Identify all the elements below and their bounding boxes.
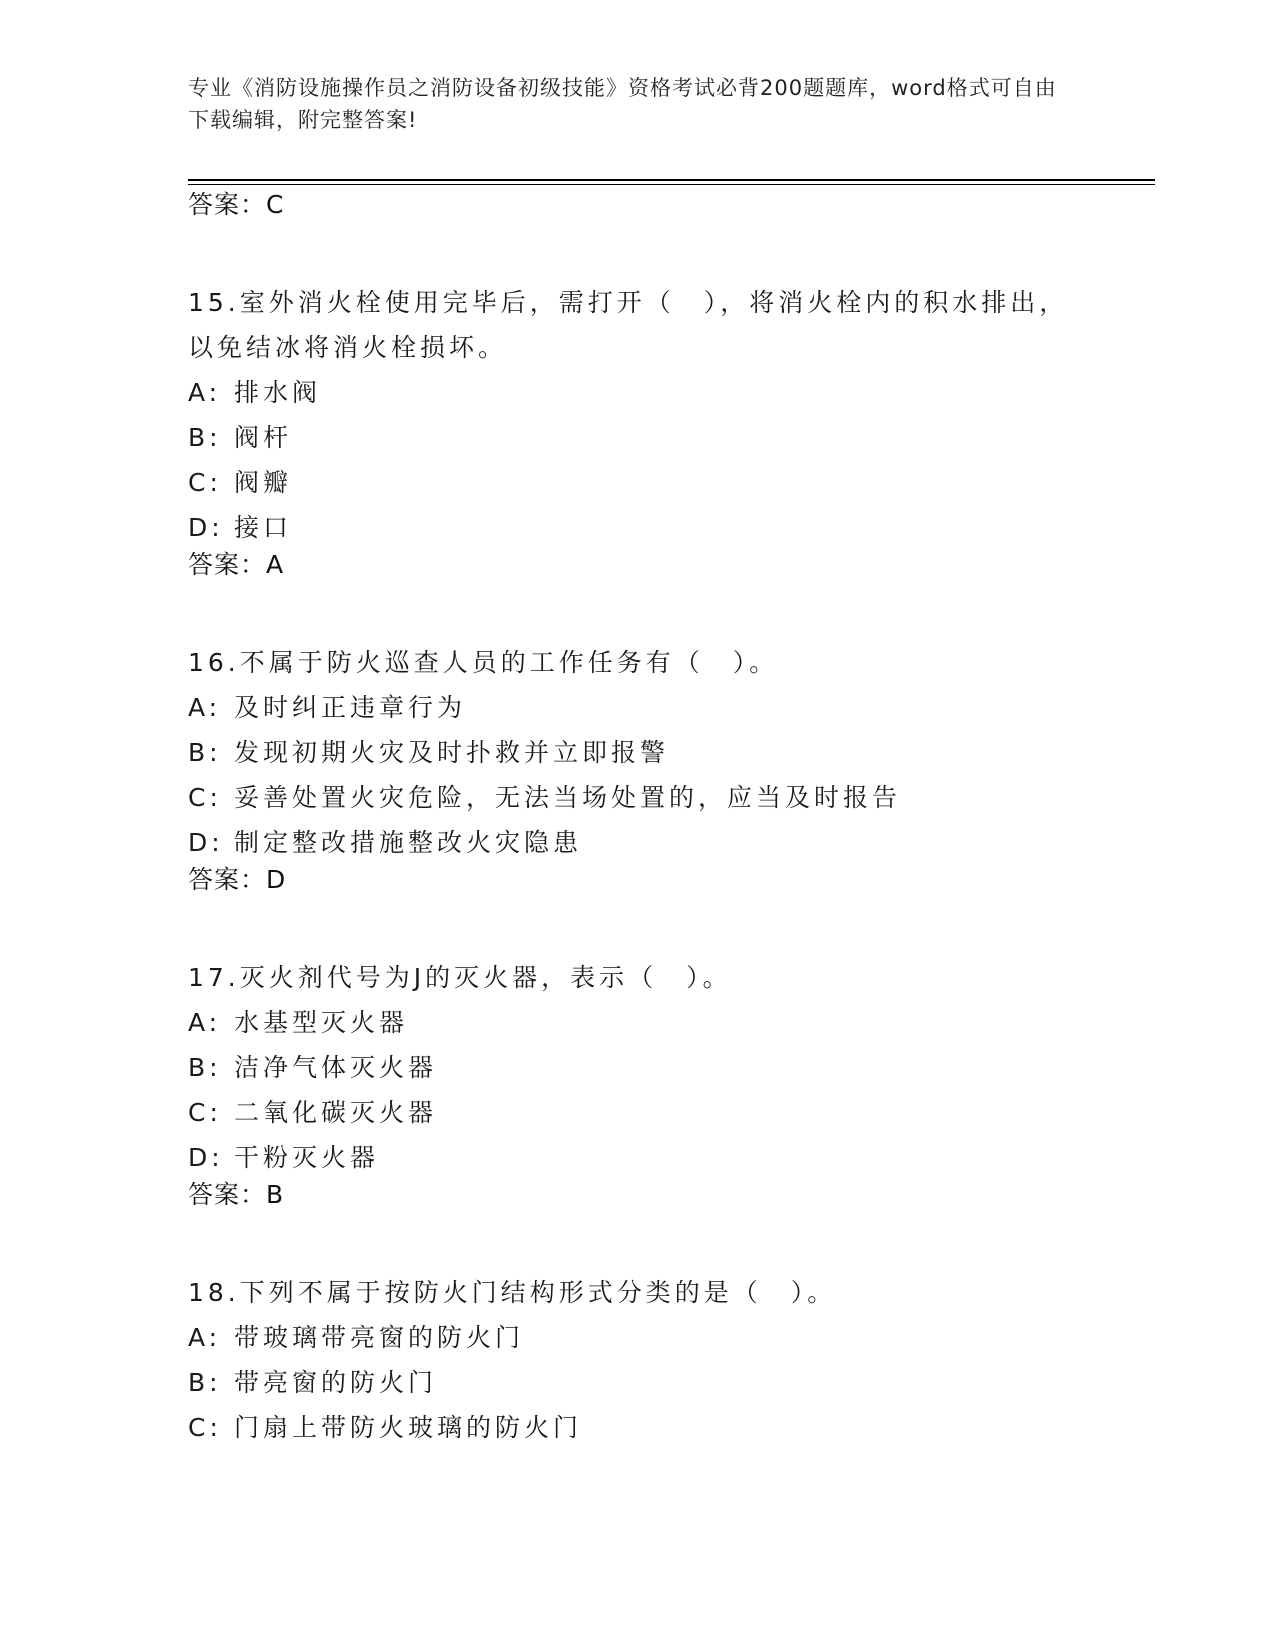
header-divider-thin: [188, 184, 1155, 185]
question-item: [188, 955, 1088, 1225]
option-text: 接口: [234, 513, 293, 542]
option-text: 带亮窗的防火门: [234, 1368, 438, 1397]
option-key: B:: [188, 1368, 222, 1397]
answer-line: 答案：B: [188, 1180, 285, 1209]
option-key: A:: [188, 693, 222, 722]
option-text: 妥善处置火灾危险，无法当场处置的，应当及时报告: [234, 783, 902, 812]
question-stem: 17.灭火剂代号为J的灭火器，表示（ ）。: [188, 963, 732, 992]
option-text: 二氧化碳灭火器: [234, 1098, 438, 1127]
option-a: [188, 370, 1088, 415]
option-key: A:: [188, 1323, 222, 1352]
option-text: 门扇上带防火玻璃的防火门: [234, 1413, 583, 1442]
option-text: 及时纠正违章行为: [234, 693, 467, 722]
option-text: 发现初期火灾及时扑救并立即报警: [234, 738, 670, 767]
option-text: 带玻璃带亮窗的防火门: [234, 1323, 525, 1352]
answer-line: 答案：C: [188, 190, 285, 219]
option-a: [188, 685, 1088, 730]
option-b: [188, 1045, 1088, 1090]
option-c: [188, 1405, 1088, 1450]
option-text: 阀瓣: [234, 468, 293, 497]
option-text: 干粉灭火器: [234, 1143, 380, 1172]
option-d: [188, 820, 1088, 865]
option-text: 排水阀: [234, 378, 322, 407]
option-key: C:: [188, 783, 222, 812]
option-key: D:: [188, 1143, 224, 1172]
question-stem: 18.下列不属于按防火门结构形式分类的是（ ）。: [188, 1278, 837, 1307]
option-b: [188, 415, 1088, 460]
option-key: C:: [188, 468, 222, 497]
option-key: B:: [188, 423, 222, 452]
answer-line: 答案：D: [188, 865, 287, 894]
option-text: 洁净气体灭火器: [234, 1053, 438, 1082]
option-text: 水基型灭火器: [234, 1008, 409, 1037]
header-divider-thick: [188, 179, 1155, 181]
option-a: [188, 1000, 1088, 1045]
document-header: 专业《消防设施操作员之消防设备初级技能》资格考试必背200题题库，word格式可自由下载编辑，附完整答案!: [188, 76, 1057, 132]
option-key: C:: [188, 1098, 222, 1127]
option-key: B:: [188, 1053, 222, 1082]
option-key: A:: [188, 1008, 222, 1037]
option-c: [188, 1090, 1088, 1135]
option-key: D:: [188, 828, 224, 857]
question-stem: 15.室外消火栓使用完毕后，需打开（ ），将消火栓内的积水排出，以免结冰将消火栓损坏。: [188, 288, 1069, 362]
question-stem: 16.不属于防火巡查人员的工作任务有（ ）。: [188, 648, 779, 677]
question-item: [188, 280, 1088, 595]
option-d: [188, 1135, 1088, 1180]
option-d: [188, 505, 1088, 550]
question-item: [188, 640, 1088, 910]
option-key: C:: [188, 1413, 222, 1442]
question-list: [188, 190, 1088, 1450]
question-item: [188, 1270, 1088, 1450]
option-b: [188, 730, 1088, 775]
answer-line: 答案：A: [188, 550, 285, 579]
option-b: [188, 1360, 1088, 1405]
option-key: A:: [188, 378, 222, 407]
option-a: [188, 1315, 1088, 1360]
option-key: D:: [188, 513, 224, 542]
option-key: B:: [188, 738, 222, 767]
option-text: 制定整改措施整改火灾隐患: [234, 828, 583, 857]
option-text: 阀杆: [234, 423, 293, 452]
option-c: [188, 775, 1088, 820]
option-c: [188, 460, 1088, 505]
